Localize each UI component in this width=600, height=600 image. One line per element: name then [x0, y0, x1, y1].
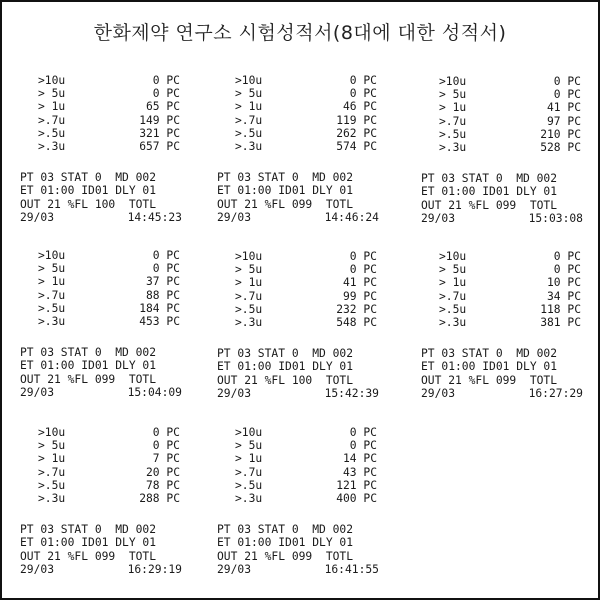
- output-line: OUT 21 %FL 100 TOTL: [20, 197, 157, 211]
- ticket-info: [20, 171, 198, 224]
- count-row: [20, 439, 198, 452]
- particle-count-value: 0 PC: [152, 262, 180, 276]
- particle-size-label: > 5u: [38, 439, 66, 453]
- count-row: [421, 141, 599, 154]
- measurement-ticket: [217, 74, 395, 224]
- particle-count-value: 232 PC: [336, 302, 377, 316]
- status-line: PT 03 STAT 0 MD 002: [217, 523, 354, 537]
- date-text: 29/03: [217, 562, 252, 576]
- particle-size-label: > 5u: [38, 262, 66, 276]
- particle-count-value: 20 PC: [145, 465, 180, 479]
- particle-counts: [20, 426, 198, 505]
- particle-size-label: >.3u: [235, 139, 263, 153]
- particle-size-label: > 1u: [439, 276, 467, 290]
- settings-line: ET 01:00 ID01 DLY 01: [217, 536, 354, 550]
- particle-count-value: 528 PC: [540, 140, 581, 154]
- status-line: PT 03 STAT 0 MD 002: [217, 171, 354, 185]
- settings-line: ET 01:00 ID01 DLY 01: [421, 185, 558, 199]
- particle-count-value: 0 PC: [553, 263, 581, 277]
- particle-count-value: 0 PC: [152, 249, 180, 262]
- count-row: [421, 250, 599, 263]
- status-line: PT 03 STAT 0 MD 002: [421, 172, 558, 186]
- particle-size-label: > 1u: [439, 101, 467, 115]
- particle-size-label: > 5u: [235, 263, 263, 277]
- particle-count-value: 97 PC: [546, 114, 581, 128]
- particle-size-label: >.3u: [38, 314, 66, 328]
- particle-counts: [20, 249, 198, 328]
- measurement-ticket: [421, 250, 599, 400]
- particle-size-label: >.5u: [38, 126, 66, 140]
- ticket-info: [20, 346, 198, 399]
- particle-count-value: 65 PC: [145, 100, 180, 114]
- particle-count-value: 0 PC: [349, 263, 377, 277]
- particle-size-label: > 1u: [235, 452, 263, 466]
- particle-size-label: >.3u: [235, 315, 263, 329]
- count-row: [217, 114, 395, 127]
- count-row: [217, 439, 395, 452]
- particle-size-label: >.7u: [38, 465, 66, 479]
- particle-count-value: 262 PC: [336, 126, 377, 140]
- particle-count-value: 99 PC: [342, 289, 377, 303]
- particle-size-label: > 5u: [235, 87, 263, 101]
- particle-size-label: >.7u: [439, 114, 467, 128]
- count-row: [421, 290, 599, 303]
- count-row: [217, 127, 395, 140]
- particle-size-label: >10u: [439, 250, 467, 263]
- particle-count-value: 453 PC: [139, 314, 180, 328]
- count-row: [217, 426, 395, 439]
- time-text: 14:45:23: [127, 210, 182, 224]
- particle-size-label: >.5u: [439, 127, 467, 141]
- particle-count-value: 321 PC: [139, 126, 180, 140]
- particle-size-label: >.7u: [439, 289, 467, 303]
- particle-count-value: 34 PC: [546, 289, 581, 303]
- count-row: [20, 127, 198, 140]
- particle-count-value: 14 PC: [342, 452, 377, 466]
- status-line: PT 03 STAT 0 MD 002: [20, 171, 157, 185]
- time-text: 14:46:24: [324, 210, 379, 224]
- count-row: [217, 74, 395, 87]
- particle-size-label: >.3u: [235, 491, 263, 505]
- particle-size-label: > 1u: [38, 452, 66, 466]
- timestamp-line: [20, 563, 198, 576]
- particle-count-value: 0 PC: [152, 439, 180, 453]
- particle-size-label: >10u: [38, 426, 66, 439]
- measurement-ticket: [20, 74, 198, 224]
- particle-counts: [217, 426, 395, 505]
- date-text: 29/03: [421, 211, 456, 225]
- status-line: PT 03 STAT 0 MD 002: [20, 346, 157, 360]
- count-row: [20, 466, 198, 479]
- count-row: [421, 75, 599, 88]
- particle-size-label: >10u: [235, 426, 263, 439]
- time-text: 16:27:29: [528, 386, 583, 400]
- ticket-info: [217, 347, 395, 400]
- particle-size-label: >.3u: [38, 491, 66, 505]
- particle-count-value: 46 PC: [342, 100, 377, 114]
- count-row: [20, 114, 198, 127]
- particle-count-value: 119 PC: [336, 113, 377, 127]
- particle-count-value: 0 PC: [349, 74, 377, 87]
- status-line: PT 03 STAT 0 MD 002: [217, 347, 354, 361]
- particle-count-value: 41 PC: [342, 276, 377, 290]
- output-line: OUT 21 %FL 100 TOTL: [217, 373, 354, 387]
- particle-count-value: 118 PC: [540, 302, 581, 316]
- timestamp-line: [20, 211, 198, 224]
- particle-counts: [217, 250, 395, 329]
- count-row: [20, 492, 198, 505]
- particle-count-value: 149 PC: [139, 113, 180, 127]
- particle-count-value: 381 PC: [540, 315, 581, 329]
- particle-count-value: 0 PC: [553, 250, 581, 263]
- count-row: [421, 101, 599, 114]
- count-row: [20, 479, 198, 492]
- time-text: 16:41:55: [324, 562, 379, 576]
- particle-count-value: 43 PC: [342, 465, 377, 479]
- count-row: [217, 250, 395, 263]
- particle-count-value: 0 PC: [553, 88, 581, 102]
- settings-line: ET 01:00 ID01 DLY 01: [421, 360, 558, 374]
- count-row: [20, 302, 198, 315]
- status-line: PT 03 STAT 0 MD 002: [20, 523, 157, 537]
- particle-count-value: 37 PC: [145, 275, 180, 289]
- particle-size-label: > 5u: [235, 439, 263, 453]
- page-title: 한화제약 연구소 시험성적서(8대에 대한 성적서): [93, 22, 507, 44]
- count-row: [20, 262, 198, 275]
- particle-size-label: >.5u: [235, 126, 263, 140]
- count-row: [421, 88, 599, 101]
- settings-line: ET 01:00 ID01 DLY 01: [20, 359, 157, 373]
- particle-count-value: 574 PC: [336, 139, 377, 153]
- output-line: OUT 21 %FL 099 TOTL: [217, 549, 354, 563]
- particle-size-label: >.7u: [235, 465, 263, 479]
- measurement-ticket: [20, 249, 198, 399]
- particle-counts: [20, 74, 198, 153]
- count-row: [20, 315, 198, 328]
- particle-size-label: > 1u: [235, 276, 263, 290]
- count-row: [217, 316, 395, 329]
- timestamp-line: [217, 387, 395, 400]
- date-text: 29/03: [421, 386, 456, 400]
- particle-size-label: > 5u: [439, 88, 467, 102]
- particle-count-value: 10 PC: [546, 276, 581, 290]
- count-row: [20, 87, 198, 100]
- settings-line: ET 01:00 ID01 DLY 01: [20, 184, 157, 198]
- particle-counts: [421, 250, 599, 329]
- particle-size-label: >.5u: [235, 302, 263, 316]
- particle-count-value: 0 PC: [349, 87, 377, 101]
- time-text: 15:03:08: [528, 211, 583, 225]
- count-row: [217, 479, 395, 492]
- date-text: 29/03: [217, 210, 252, 224]
- particle-size-label: >.7u: [235, 289, 263, 303]
- particle-count-value: 0 PC: [152, 74, 180, 87]
- timestamp-line: [20, 386, 198, 399]
- count-row: [217, 140, 395, 153]
- count-row: [421, 303, 599, 316]
- particle-count-value: 210 PC: [540, 127, 581, 141]
- particle-size-label: > 5u: [439, 263, 467, 277]
- count-row: [217, 87, 395, 100]
- count-row: [217, 276, 395, 289]
- particle-size-label: >.7u: [38, 288, 66, 302]
- count-row: [421, 263, 599, 276]
- count-row: [217, 492, 395, 505]
- count-row: [217, 100, 395, 113]
- count-row: [217, 466, 395, 479]
- measurement-ticket: [217, 250, 395, 400]
- particle-size-label: >10u: [38, 249, 66, 262]
- particle-size-label: >.3u: [439, 140, 467, 154]
- particle-size-label: >.5u: [38, 478, 66, 492]
- count-row: [421, 276, 599, 289]
- count-row: [20, 275, 198, 288]
- particle-count-value: 0 PC: [152, 87, 180, 101]
- particle-counts: [421, 75, 599, 154]
- settings-line: ET 01:00 ID01 DLY 01: [20, 536, 157, 550]
- ticket-info: [217, 523, 395, 576]
- count-row: [421, 115, 599, 128]
- particle-count-value: 78 PC: [145, 478, 180, 492]
- count-row: [421, 316, 599, 329]
- particle-size-label: > 1u: [235, 100, 263, 114]
- particle-count-value: 0 PC: [152, 426, 180, 439]
- particle-count-value: 184 PC: [139, 301, 180, 315]
- particle-size-label: >.5u: [439, 302, 467, 316]
- count-row: [20, 249, 198, 262]
- particle-count-value: 288 PC: [139, 491, 180, 505]
- timestamp-line: [421, 387, 599, 400]
- ticket-info: [421, 172, 599, 225]
- date-text: 29/03: [20, 385, 55, 399]
- particle-count-value: 0 PC: [349, 439, 377, 453]
- particle-size-label: >.7u: [38, 113, 66, 127]
- ticket-info: [421, 347, 599, 400]
- particle-size-label: > 1u: [38, 100, 66, 114]
- particle-size-label: >10u: [235, 74, 263, 87]
- particle-count-value: 41 PC: [546, 101, 581, 115]
- particle-count-value: 0 PC: [349, 426, 377, 439]
- timestamp-line: [217, 563, 395, 576]
- count-row: [20, 100, 198, 113]
- count-row: [217, 452, 395, 465]
- count-row: [20, 452, 198, 465]
- particle-size-label: >.3u: [439, 315, 467, 329]
- particle-size-label: > 5u: [38, 87, 66, 101]
- count-row: [20, 289, 198, 302]
- particle-count-value: 7 PC: [152, 452, 180, 466]
- count-row: [20, 74, 198, 87]
- ticket-info: [20, 523, 198, 576]
- output-line: OUT 21 %FL 099 TOTL: [217, 197, 354, 211]
- particle-count-value: 88 PC: [145, 288, 180, 302]
- settings-line: ET 01:00 ID01 DLY 01: [217, 360, 354, 374]
- timestamp-line: [217, 211, 395, 224]
- particle-size-label: >.7u: [235, 113, 263, 127]
- date-text: 29/03: [217, 386, 252, 400]
- timestamp-line: [421, 212, 599, 225]
- time-text: 15:42:39: [324, 386, 379, 400]
- particle-size-label: >10u: [439, 75, 467, 88]
- particle-count-value: 121 PC: [336, 478, 377, 492]
- particle-size-label: >10u: [235, 250, 263, 263]
- particle-size-label: >.5u: [235, 478, 263, 492]
- time-text: 16:29:19: [127, 562, 182, 576]
- date-text: 29/03: [20, 562, 55, 576]
- particle-count-value: 0 PC: [349, 250, 377, 263]
- measurement-ticket: [217, 426, 395, 576]
- count-row: [421, 128, 599, 141]
- particle-count-value: 657 PC: [139, 139, 180, 153]
- particle-size-label: >.5u: [38, 301, 66, 315]
- output-line: OUT 21 %FL 099 TOTL: [20, 372, 157, 386]
- particle-size-label: > 1u: [38, 275, 66, 289]
- particle-count-value: 548 PC: [336, 315, 377, 329]
- settings-line: ET 01:00 ID01 DLY 01: [217, 184, 354, 198]
- count-row: [20, 140, 198, 153]
- status-line: PT 03 STAT 0 MD 002: [421, 347, 558, 361]
- ticket-info: [217, 171, 395, 224]
- particle-size-label: >10u: [38, 74, 66, 87]
- particle-count-value: 400 PC: [336, 491, 377, 505]
- output-line: OUT 21 %FL 099 TOTL: [421, 373, 558, 387]
- measurement-ticket: [20, 426, 198, 576]
- count-row: [217, 303, 395, 316]
- count-row: [217, 263, 395, 276]
- particle-size-label: >.3u: [38, 139, 66, 153]
- count-row: [20, 426, 198, 439]
- time-text: 15:04:09: [127, 385, 182, 399]
- output-line: OUT 21 %FL 099 TOTL: [20, 549, 157, 563]
- output-line: OUT 21 %FL 099 TOTL: [421, 198, 558, 212]
- measurement-ticket: [421, 75, 599, 225]
- date-text: 29/03: [20, 210, 55, 224]
- count-row: [217, 290, 395, 303]
- particle-counts: [217, 74, 395, 153]
- particle-count-value: 0 PC: [553, 75, 581, 88]
